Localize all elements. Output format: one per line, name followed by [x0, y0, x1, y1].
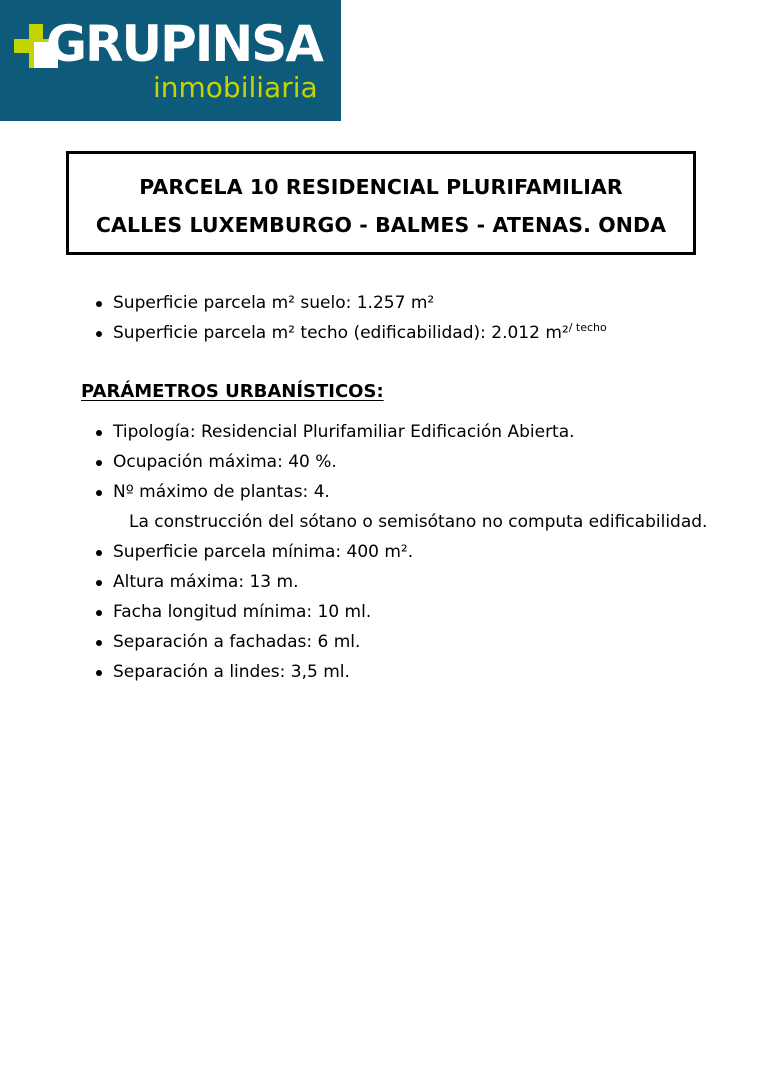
bullet-icon	[96, 580, 102, 586]
bullet-icon	[96, 331, 102, 337]
surface-list	[0, 288, 764, 348]
bullet-icon	[96, 430, 102, 436]
list-item	[0, 597, 764, 627]
logo-subtitle: inmobiliaria	[153, 71, 318, 104]
list-item	[0, 627, 764, 657]
param-text: Nº máximo de plantas: 4.	[113, 482, 330, 502]
section-heading: PARÁMETROS URBANÍSTICOS:	[81, 381, 384, 402]
bullet-icon	[96, 610, 102, 616]
param-text: Separación a lindes: 3,5 ml.	[113, 662, 350, 682]
list-item	[0, 567, 764, 597]
bullet-icon	[96, 301, 102, 307]
list-item	[0, 417, 764, 447]
param-text: Tipología: Residencial Plurifamiliar Edificación Abierta.	[113, 422, 575, 442]
surface-techo-text: Superficie parcela m² techo (edificabilidad): 2.012 m²	[113, 323, 569, 343]
bullet-icon	[96, 670, 102, 676]
param-text: Altura máxima: 13 m.	[113, 572, 299, 592]
list-item	[0, 657, 764, 687]
param-text: Ocupación máxima: 40 %.	[113, 452, 337, 472]
param-text: Separación a fachadas: 6 ml.	[113, 632, 361, 652]
company-logo	[0, 0, 341, 121]
param-note	[0, 507, 764, 537]
bullet-icon	[96, 640, 102, 646]
title-line-1: PARCELA 10 RESIDENCIAL PLURIFAMILIAR	[139, 175, 623, 199]
parameters-list	[0, 417, 764, 687]
title-box	[66, 151, 696, 255]
param-note-text: La construcción del sótano o semisótano no computa edificabilidad.	[129, 512, 708, 532]
title-line-2: CALLES LUXEMBURGO - BALMES - ATENAS. ONDA	[95, 213, 667, 237]
surface-suelo-text: Superficie parcela m² suelo: 1.257 m²	[113, 293, 435, 313]
param-text: Facha longitud mínima: 10 ml.	[113, 602, 372, 622]
list-item	[0, 318, 764, 348]
list-item	[0, 288, 764, 318]
surface-techo-unit: / techo	[568, 321, 607, 334]
list-item	[0, 477, 764, 507]
list-item	[0, 537, 764, 567]
bullet-icon	[96, 550, 102, 556]
param-text: Superficie parcela mínima: 400 m².	[113, 542, 414, 562]
bullet-icon	[96, 460, 102, 466]
bullet-icon	[96, 490, 102, 496]
logo-name: GRUPINSA	[46, 15, 322, 73]
list-item	[0, 447, 764, 477]
